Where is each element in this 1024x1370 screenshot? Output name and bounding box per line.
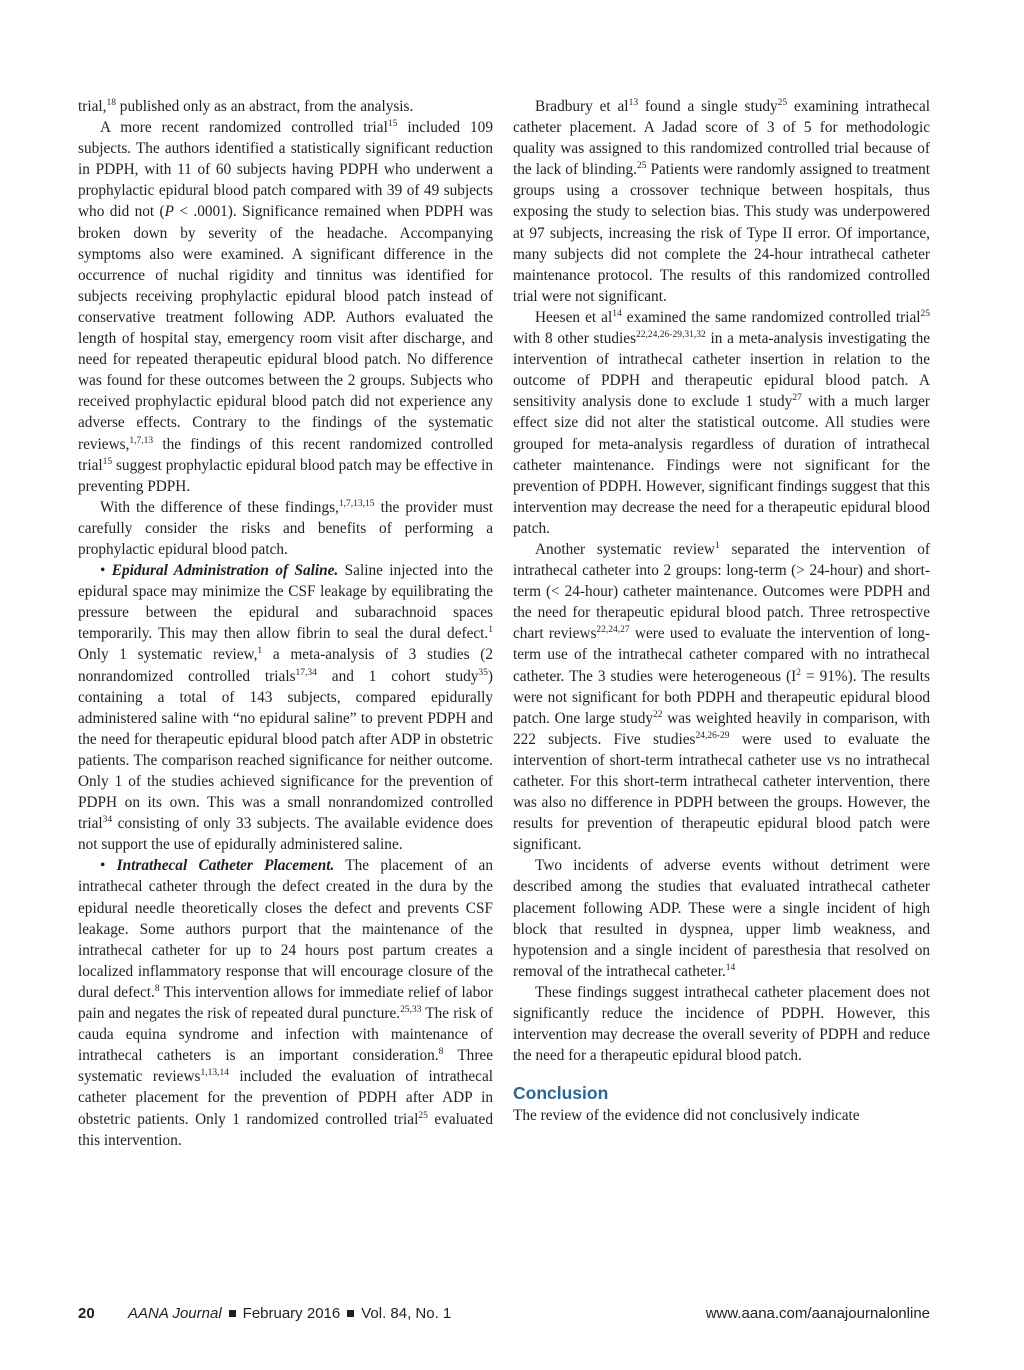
- left-column: [78, 96, 493, 1151]
- volume-issue: Vol. 84, No. 1: [361, 1305, 452, 1322]
- paragraph-bradbury: Bradbury et $al^{13}$ found a single study$^{25}$ examining intrathecal catheter placement. A Jadad score of 3 of 5 for methodologic quality was assigned to this randomized controlled trial because of the lack of blinding.$^{25}$ Patients were randomly assigned to treatment groups using a crossover technique between hospitals, thus exposing the study to selection bias. This study was underpowered at 97 subjects, increasing the risk of Type II error. Of importance, many subjects did not complete the 24-hour intrathecal catheter maintenance protocol. The results of this randomized controlled trial were not significant.: [513, 98, 930, 305]
- journal-name: AANA Journal: [128, 1305, 222, 1322]
- paragraph-conclusion: The review of the evidence did not conclusively indicate: [513, 1107, 860, 1125]
- paragraph-difference-of-findings: With the difference of these findings,$^{1,7,13,15}$ the provider must carefully consider the risks and benefits of performing a prophylactic epidural blood patch.: [78, 498, 493, 558]
- journal-url: www.aana.com/aanajournalonline: [705, 1305, 930, 1322]
- page-number: 20: [78, 1305, 95, 1322]
- right-column: [513, 96, 930, 1126]
- paragraph-heesen: Heesen et $al^{14}$ examined the same randomized controlled trial$^{25}$ with 8 other studies$^{22,24,26-29,31,32}$ in a meta-analysis investigating the intervention of intrathecal catheter insertion in relation to the outcome of PDPH and therapeutic epidural blood patch. A sensitivity analysis done to exclude 1 study$^{27}$ with a much larger effect size did not alter the statistical outcome. All studies were grouped for meta-analysis regardless of duration of intrathecal catheter maintenance. Findings were not significant for the prevention of PDPH. However, significant findings suggest that this intervention may decrease the need for a therapeutic epidural blood patch.: [513, 308, 931, 537]
- square-separator-icon: [229, 1310, 236, 1317]
- page-footer: [78, 1305, 930, 1327]
- issue-date: February 2016: [242, 1305, 341, 1322]
- section-heading-conclusion: Conclusion: [513, 1083, 609, 1104]
- subheading-intrathecal-catheter: Intrathecal Catheter Placement.: [116, 857, 335, 875]
- paragraph-epidural-saline: • Epidural Administration of Saline. Saline injected into the epidural space may minimize the CSF leakage by equilibrating the pressure between the epidural and subarachnoid spaces temporarily. This may then allow fibrin to seal the dural defect.$^1$ Only 1 systematic review,$^1$ a meta-analysis of 3 studies (2 nonrandomized controlled trials$^{17,34}$ and 1 cohort study$^{35}$) containing a total of 143 subjects, compared epidurally administered saline with “no epidural saline” to prevent PDPH and the need for therapeutic epidural blood patch after ADP in obstetric patients. The comparison reached significance for neither outcome. Only 1 of the studies achieved significance for the prevention of PDPH on its own. This was a small nonrandomized controlled trial$^{34}$ consisting of only 33 subjects. The available evidence does not support the use of epidurally administered saline.: [78, 562, 494, 854]
- subheading-epidural-saline: Epidural Administration of Saline.: [111, 562, 339, 580]
- paragraph-intrathecal-catheter: • Intrathecal Catheter Placement. The placement of an intrathecal catheter through the defect created in the dura by the epidural needle theoretically closes the defect and prevents CSF leakage. Some authors purport that the maintenance of the intrathecal catheter for up to 24 hours post partum creates a localized inflammatory response that will encourage closure of the dural defect.$^8$ This intervention allows for immediate relief of labor pain and negates the risk of repeated dural puncture.$^{25,33}$ The risk of cauda equina syndrome and infection with maintenance of intrathecal catheters is an important consideration.$^8$ Three systematic reviews$^{1,13,14}$ included the evaluation of intrathecal catheter placement for the prevention of PDPH after ADP in obstetric patients. Only 1 randomized controlled trial$^{25}$ evaluated this intervention.: [78, 857, 493, 1149]
- paragraph-another-review: Another systematic review$^1$ separated the intervention of intrathecal catheter into 2 groups: long-term (> 24-hour) and short-term (< 24-hour) catheter maintenance. Outcomes were PDPH and the need for therapeutic epidural blood patch. Three retrospective chart reviews$^{22,24,27}$ were used to evaluate the intervention of long-term use of the intrathecal catheter compared with no intrathecal catheter. The 3 studies were heterogeneous $(I^2 = 91\%)$. The results were not significant for both PDPH and therapeutic epidural blood patch. One large study$^{22}$ was weighted heavily in comparison, with 222 subjects. Five studies$^{24,26-29}$ were used to evaluate the intervention of short-term intrathecal catheter use vs no intrathecal catheter. For this short-term intrathecal catheter intervention, there was also no difference in PDPH between the groups. However, the results for prevention of therapeutic epidural blood patch were significant.: [513, 540, 931, 854]
- paragraph-findings-suggest: These findings suggest intrathecal catheter placement does not significantly reduce the incidence of PDPH. However, this intervention may decrease the overall severity of PDPH and reduce the need for a therapeutic epidural blood patch.: [513, 983, 930, 1065]
- paragraph-adverse-events: Two incidents of adverse events without detriment were described among the studies that evaluated intrathecal catheter placement following ADP. These were a single incident of high block that resulted in dyspnea, upper limb weakness, and hypotension and a single incident of paresthesia that resolved on removal of the intrathecal catheter.$^{14}$: [513, 857, 930, 980]
- paragraph-recent-rct: A more recent randomized controlled trial$^{15}$ included 109 subjects. The authors identified a statistically significant reduction in PDPH, with 11 of 60 subjects having PDPH who underwent a prophylactic epidural blood patch compared with 39 of 49 subjects who did not (P < .0001). Significance remained when PDPH was broken down by severity of the headache. Accompanying symptoms also were examined. A significant difference in the occurrence of nuchal rigidity and tinnitus was identified for subjects receiving prophylactic epidural blood patch instead of conservative treatment following ADP. Authors evaluated the length of hospital stay, emergency room visit after discharge, and need for repeated therapeutic epidural blood patch. No difference was found for these outcomes between the 2 groups. Subjects who received prophylactic epidural blood patch did not experience any adverse effects. Contrary to the findings of the systematic reviews,$^{1,7,13}$ the findings of this recent randomized controlled trial$^{15}$ suggest prophylactic epidural blood patch may be effective in preventing PDPH.: [78, 119, 493, 495]
- square-separator-icon: [347, 1310, 354, 1317]
- journal-citation: [128, 1305, 451, 1322]
- paragraph-trial-18-continuation: trial,$^{18}$ published only as an abstract, from the analysis.: [78, 98, 414, 115]
